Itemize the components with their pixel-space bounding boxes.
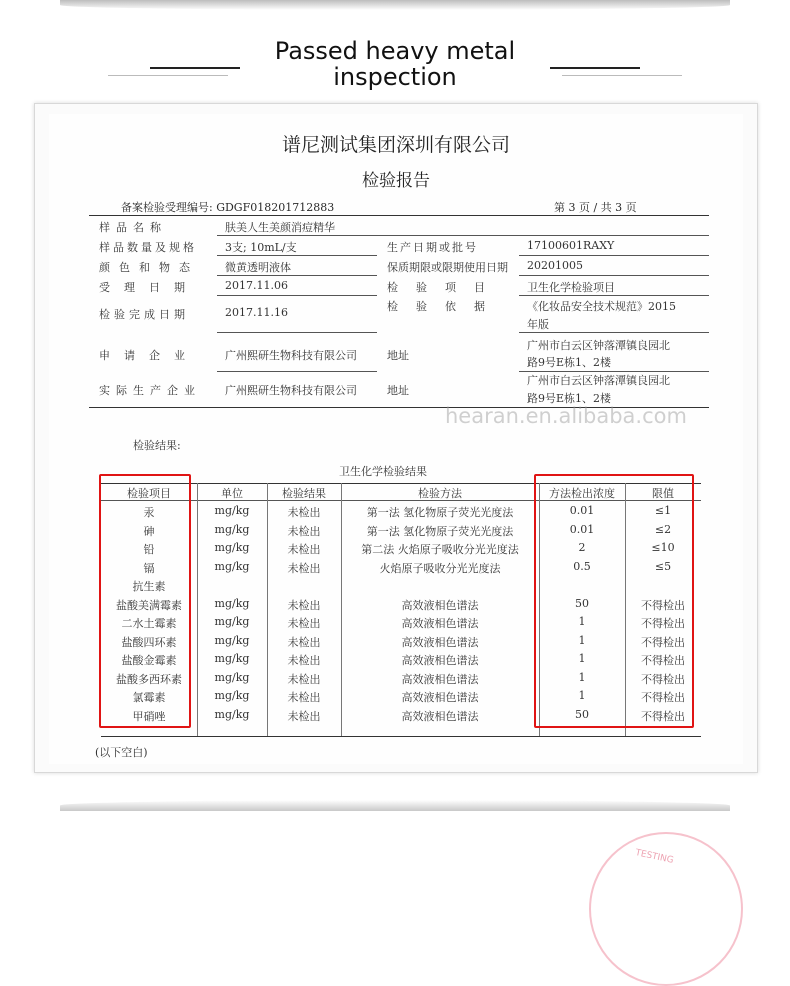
info-value-address-2: 广州市白云区钟落潭镇良园北 (527, 374, 670, 387)
info-label-basis: 检验依据 (387, 300, 503, 313)
column-header-method: 检验方法 (418, 487, 462, 500)
table-col-rule (341, 483, 342, 736)
banner-rule-right (550, 67, 640, 69)
info-rule (217, 275, 377, 276)
info-rule (519, 275, 709, 276)
column-header-result: 检验结果 (282, 487, 326, 500)
info-label-quantity: 样品数量及规格 (99, 241, 197, 254)
table-cell-method: 高效液相色谱法 (401, 672, 479, 686)
info-rule (217, 371, 377, 372)
table-cell-limit: 不得检出 (641, 635, 685, 649)
column-header-unit: 单位 (221, 487, 243, 500)
table-cell-result: 未检出 (287, 635, 321, 649)
table-cell-item: 抗生素 (132, 580, 166, 593)
table-cell-result: 未检出 (287, 561, 321, 575)
table-cell-result: 未检出 (287, 524, 321, 538)
table-cell-item: 砷 (143, 524, 155, 538)
table-cell-unit: mg/kg (214, 633, 250, 647)
info-value-manufacturer: 广州熙研生物科技有限公司 (225, 384, 357, 397)
table-cell-unit: mg/kg (214, 559, 250, 573)
red-seal-text: TESTING (634, 848, 675, 866)
table-cell-unit: mg/kg (214, 652, 250, 665)
info-rule (217, 295, 377, 296)
top-shadow (60, 0, 730, 10)
table-cell-item: 盐酸多西环素 (116, 672, 182, 686)
table-cell-detect: 1 (578, 633, 586, 647)
info-value-basis-cont: 年版 (527, 318, 549, 331)
info-label-address-2: 地址 (387, 384, 409, 397)
table-cell-detect: 0.5 (573, 559, 591, 573)
table-cell-method: 第一法 氢化物原子荧光光度法 (366, 524, 514, 538)
info-rule (217, 235, 709, 236)
table-cell-unit: mg/kg (214, 522, 250, 536)
table-cell-limit: 不得检出 (641, 598, 685, 612)
table-cell-detect: 1 (578, 670, 586, 684)
info-value-basis: 《化妆品安全技术规范》2015 (527, 300, 676, 313)
info-rule (519, 295, 709, 296)
table-cell-unit: mg/kg (214, 541, 250, 554)
table-cell-method: 高效液相色谱法 (401, 598, 479, 612)
table-cell-item: 汞 (143, 506, 155, 519)
info-value-quantity: 3支; 10mL/支 (225, 241, 297, 254)
banner-line-2: inspection (333, 63, 457, 91)
banner-title (200, 38, 590, 90)
table-cell-unit: mg/kg (214, 596, 250, 610)
table-cell-method: 高效液相色谱法 (401, 617, 479, 630)
table-cell-method: 第一法 氢化物原子荧光光度法 (366, 506, 514, 519)
table-cell-detect: 2 (578, 541, 586, 554)
column-header-item: 检验项目 (127, 487, 171, 500)
highlight-detection-limits (534, 474, 694, 728)
table-col-rule (197, 483, 198, 736)
record-number: 备案检验受理编号: GDGF018201712883 (121, 201, 335, 214)
table-cell-unit: mg/kg (214, 689, 250, 702)
table-cell-limit: ≤5 (654, 559, 672, 573)
info-value-color: 微黄透明液体 (225, 261, 291, 274)
report-title: 检验报告 (362, 171, 430, 191)
table-bottom-rule (101, 736, 701, 737)
highlight-test-items (99, 474, 191, 728)
table-cell-result: 未检出 (287, 672, 321, 686)
table-cell-limit: 不得检出 (641, 617, 685, 630)
info-value-complete-date: 2017.11.16 (225, 306, 288, 319)
info-label-applicant: 申请企业 (99, 349, 199, 362)
info-rule (217, 255, 377, 256)
table-cell-detect: 0.01 (569, 504, 595, 517)
company-name: 谱尼测试集团深圳有限公司 (281, 134, 510, 156)
watermark: hearan.en.alibaba.com (445, 404, 687, 428)
banner-line-1: Passed heavy metal (274, 37, 516, 65)
info-label-test-item: 检验项目 (387, 281, 503, 294)
table-cell-result: 未检出 (287, 506, 321, 519)
table-cell-unit: mg/kg (214, 504, 250, 517)
table-cell-detect: 0.01 (569, 522, 595, 536)
info-value-batch: 17100601RAXY (527, 239, 615, 252)
footer-note: (以下空白) (95, 746, 148, 759)
results-label: 检验结果: (133, 439, 181, 452)
info-value-sample-name: 肤美人生美颜消痘精华 (225, 221, 335, 234)
table-cell-result: 未检出 (287, 598, 321, 612)
table-cell-limit: 不得检出 (641, 691, 685, 704)
info-value-address-cont: 路9号E栋1、2楼 (527, 356, 612, 369)
info-label-complete-date: 检验完成日期 (99, 308, 189, 321)
bottom-shadow (60, 800, 730, 811)
info-label-manufacturer: 实际生产企业 (99, 384, 201, 397)
table-cell-method: 高效液相色谱法 (401, 709, 479, 723)
info-label-address: 地址 (387, 349, 409, 362)
deco-rule-right (562, 75, 682, 76)
info-rule (217, 332, 377, 333)
info-value-address-2-cont: 路9号E栋1、2楼 (527, 392, 612, 405)
table-cell-item: 盐酸美满霉素 (116, 598, 182, 612)
info-top-rule (89, 215, 709, 216)
table-cell-detect: 1 (578, 689, 586, 702)
table-cell-method: 火焰原子吸收分光光度法 (379, 561, 501, 575)
table-cell-limit: ≤1 (654, 504, 672, 517)
info-label-accept-date: 受理日期 (99, 281, 199, 294)
info-label-batch: 生产日期或批号 (387, 241, 478, 254)
table-cell-result: 未检出 (287, 691, 321, 704)
table-title: 卫生化学检验结果 (339, 465, 427, 478)
table-cell-item: 盐酸金霉素 (121, 654, 177, 667)
table-cell-item: 镉 (143, 561, 155, 575)
table-cell-method: 高效液相色谱法 (401, 635, 479, 649)
table-cell-result: 未检出 (287, 654, 321, 667)
deco-rule-left (108, 75, 228, 76)
table-cell-item: 盐酸四环素 (121, 635, 177, 649)
table-cell-item: 铅 (143, 543, 155, 556)
table-cell-item: 甲硝唑 (132, 709, 166, 723)
info-label-sample-name: 样品名称 (99, 221, 167, 234)
table-cell-unit: mg/kg (214, 615, 250, 628)
info-label-color: 颜色和物态 (99, 261, 199, 274)
table-cell-detect: 1 (578, 652, 586, 665)
table-cell-detect: 50 (575, 596, 589, 610)
table-cell-item: 氯霉素 (132, 691, 166, 704)
table-cell-result: 未检出 (287, 617, 321, 630)
info-label-expiry: 保质期限或限期使用日期 (387, 261, 508, 274)
info-value-test-item: 卫生化学检验项目 (527, 281, 615, 294)
table-cell-method: 高效液相色谱法 (401, 654, 479, 667)
info-value-accept-date: 2017.11.06 (225, 279, 288, 292)
info-value-applicant: 广州熙研生物科技有限公司 (225, 349, 357, 362)
table-cell-method: 第二法 火焰原子吸收分光光度法 (361, 543, 519, 556)
table-cell-unit: mg/kg (214, 707, 250, 721)
table-cell-limit: 不得检出 (641, 654, 685, 667)
page-info: 第 3 页 / 共 3 页 (554, 201, 637, 214)
info-value-expiry: 20201005 (527, 259, 583, 272)
table-cell-result: 未检出 (287, 709, 321, 723)
table-cell-limit: 不得检出 (641, 709, 685, 723)
table-cell-limit: ≤10 (651, 541, 675, 554)
info-rule (519, 332, 709, 333)
column-header-detect: 方法检出浓度 (549, 487, 615, 500)
info-rule (519, 255, 709, 256)
table-cell-method: 高效液相色谱法 (401, 691, 479, 704)
column-header-limit: 限值 (652, 487, 674, 500)
table-cell-detect: 50 (575, 707, 589, 721)
info-value-address: 广州市白云区钟落潭镇良园北 (527, 339, 670, 352)
table-cell-item: 二水土霉素 (121, 617, 177, 630)
table-cell-limit: 不得检出 (641, 672, 685, 686)
table-cell-unit: mg/kg (214, 670, 250, 684)
table-cell-result: 未检出 (287, 543, 321, 556)
table-cell-detect: 1 (578, 615, 586, 628)
table-col-rule (267, 483, 268, 736)
table-cell-limit: ≤2 (654, 522, 672, 536)
banner-rule-left (150, 67, 240, 69)
